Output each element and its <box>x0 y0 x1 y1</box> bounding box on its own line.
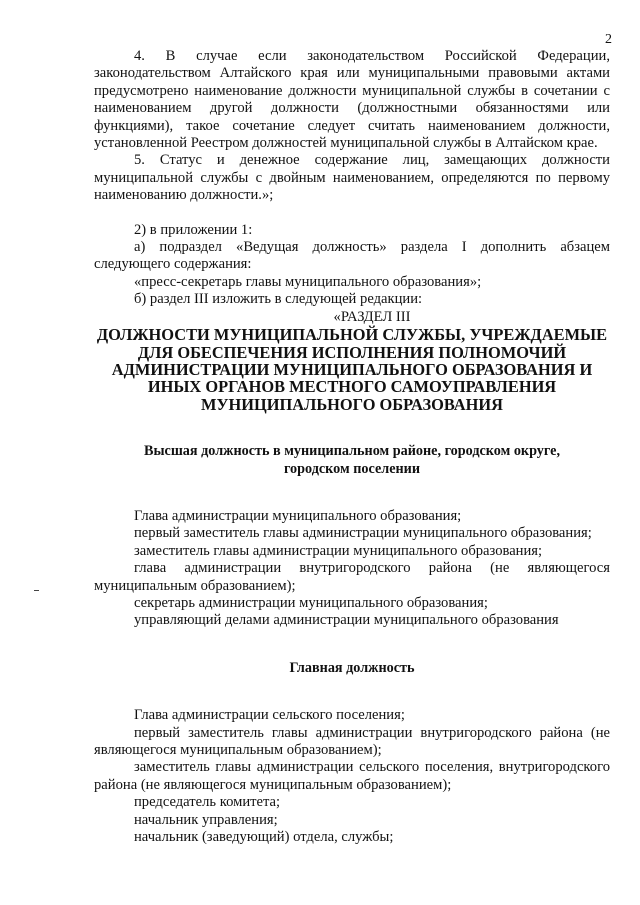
section-title: ДОЛЖНОСТИ МУНИЦИПАЛЬНОЙ СЛУЖБЫ, УЧРЕЖДАЕМЫЕ ДЛЯ ОБЕСПЕЧЕНИЯ ИСПОЛНЕНИЯ ПОЛНОМОЧИЙ АДМИНИСТРАЦИИ МУНИЦИПАЛЬНОГО ОБРАЗОВАНИЯ И ИНЫХ ОРГАНОВ МЕСТНОГО САМОУПРАВЛЕНИЯ МУНИЦИПАЛЬНОГО ОБРАЗОВАНИЯ <box>96 325 608 414</box>
page-number: 2 <box>605 32 612 47</box>
list-item: первый заместитель главы администрации муниципального образования; <box>134 525 592 542</box>
paragraph-4: 4. В случае если законодательством Российской Федерации, законодательством Алтайского края или муниципальными правовыми актами предусмотрено наименование должности муниципальной службы в сочетании с наименованием другой должности (должностными обязанностями или функциями), такое сочетание следует считать наименованием должности, установленной Реестром должностей муниципальной службы в Алтайском крае. <box>94 48 610 152</box>
list-item: председатель комитета; <box>134 794 281 811</box>
list-item: Глава администрации сельского поселения; <box>134 707 405 724</box>
section-label: «РАЗДЕЛ III <box>333 308 411 325</box>
list-item: заместитель главы администрации сельского поселения, внутригородского района (не являющегося муниципальным образованием); <box>94 759 610 793</box>
quote-line: «пресс-секретарь главы муниципального образования»; <box>134 273 482 290</box>
list-item: начальник (заведующий) отдела, службы; <box>134 829 394 846</box>
list-item: первый заместитель главы администрации внутригородского района (не являющегося муниципальным образованием); <box>94 724 610 758</box>
list-item: Глава администрации муниципального образования; <box>134 507 462 524</box>
item-2: 2) в приложении 1: <box>134 221 253 238</box>
list-item: заместитель главы администрации муниципального образования; <box>134 542 543 559</box>
list-item: управляющий делами администрации муниципального образования <box>134 612 559 629</box>
item-b: б) раздел III изложить в следующей редакции: <box>134 291 423 308</box>
list-item: секретарь администрации муниципального образования; <box>134 594 488 611</box>
highest-position-heading: Высшая должность в муниципальном районе, городском округе, городском поселении <box>143 443 560 477</box>
item-a: а) подраздел «Ведущая должность» раздела I дополнить абзацем следующего содержания: <box>94 239 610 273</box>
main-position-heading: Главная должность <box>289 659 415 676</box>
paragraph-5: 5. Статус и денежное содержание лиц, замещающих должности муниципальной службы с двойным наименованием, определяются по первому наименованию должности.»; <box>94 152 610 204</box>
margin-mark <box>34 590 39 591</box>
list-item: начальник управления; <box>134 811 278 828</box>
document-body <box>94 48 610 846</box>
list-item: глава администрации внутригородского района (не являющегося муниципальным образованием); <box>94 560 610 594</box>
